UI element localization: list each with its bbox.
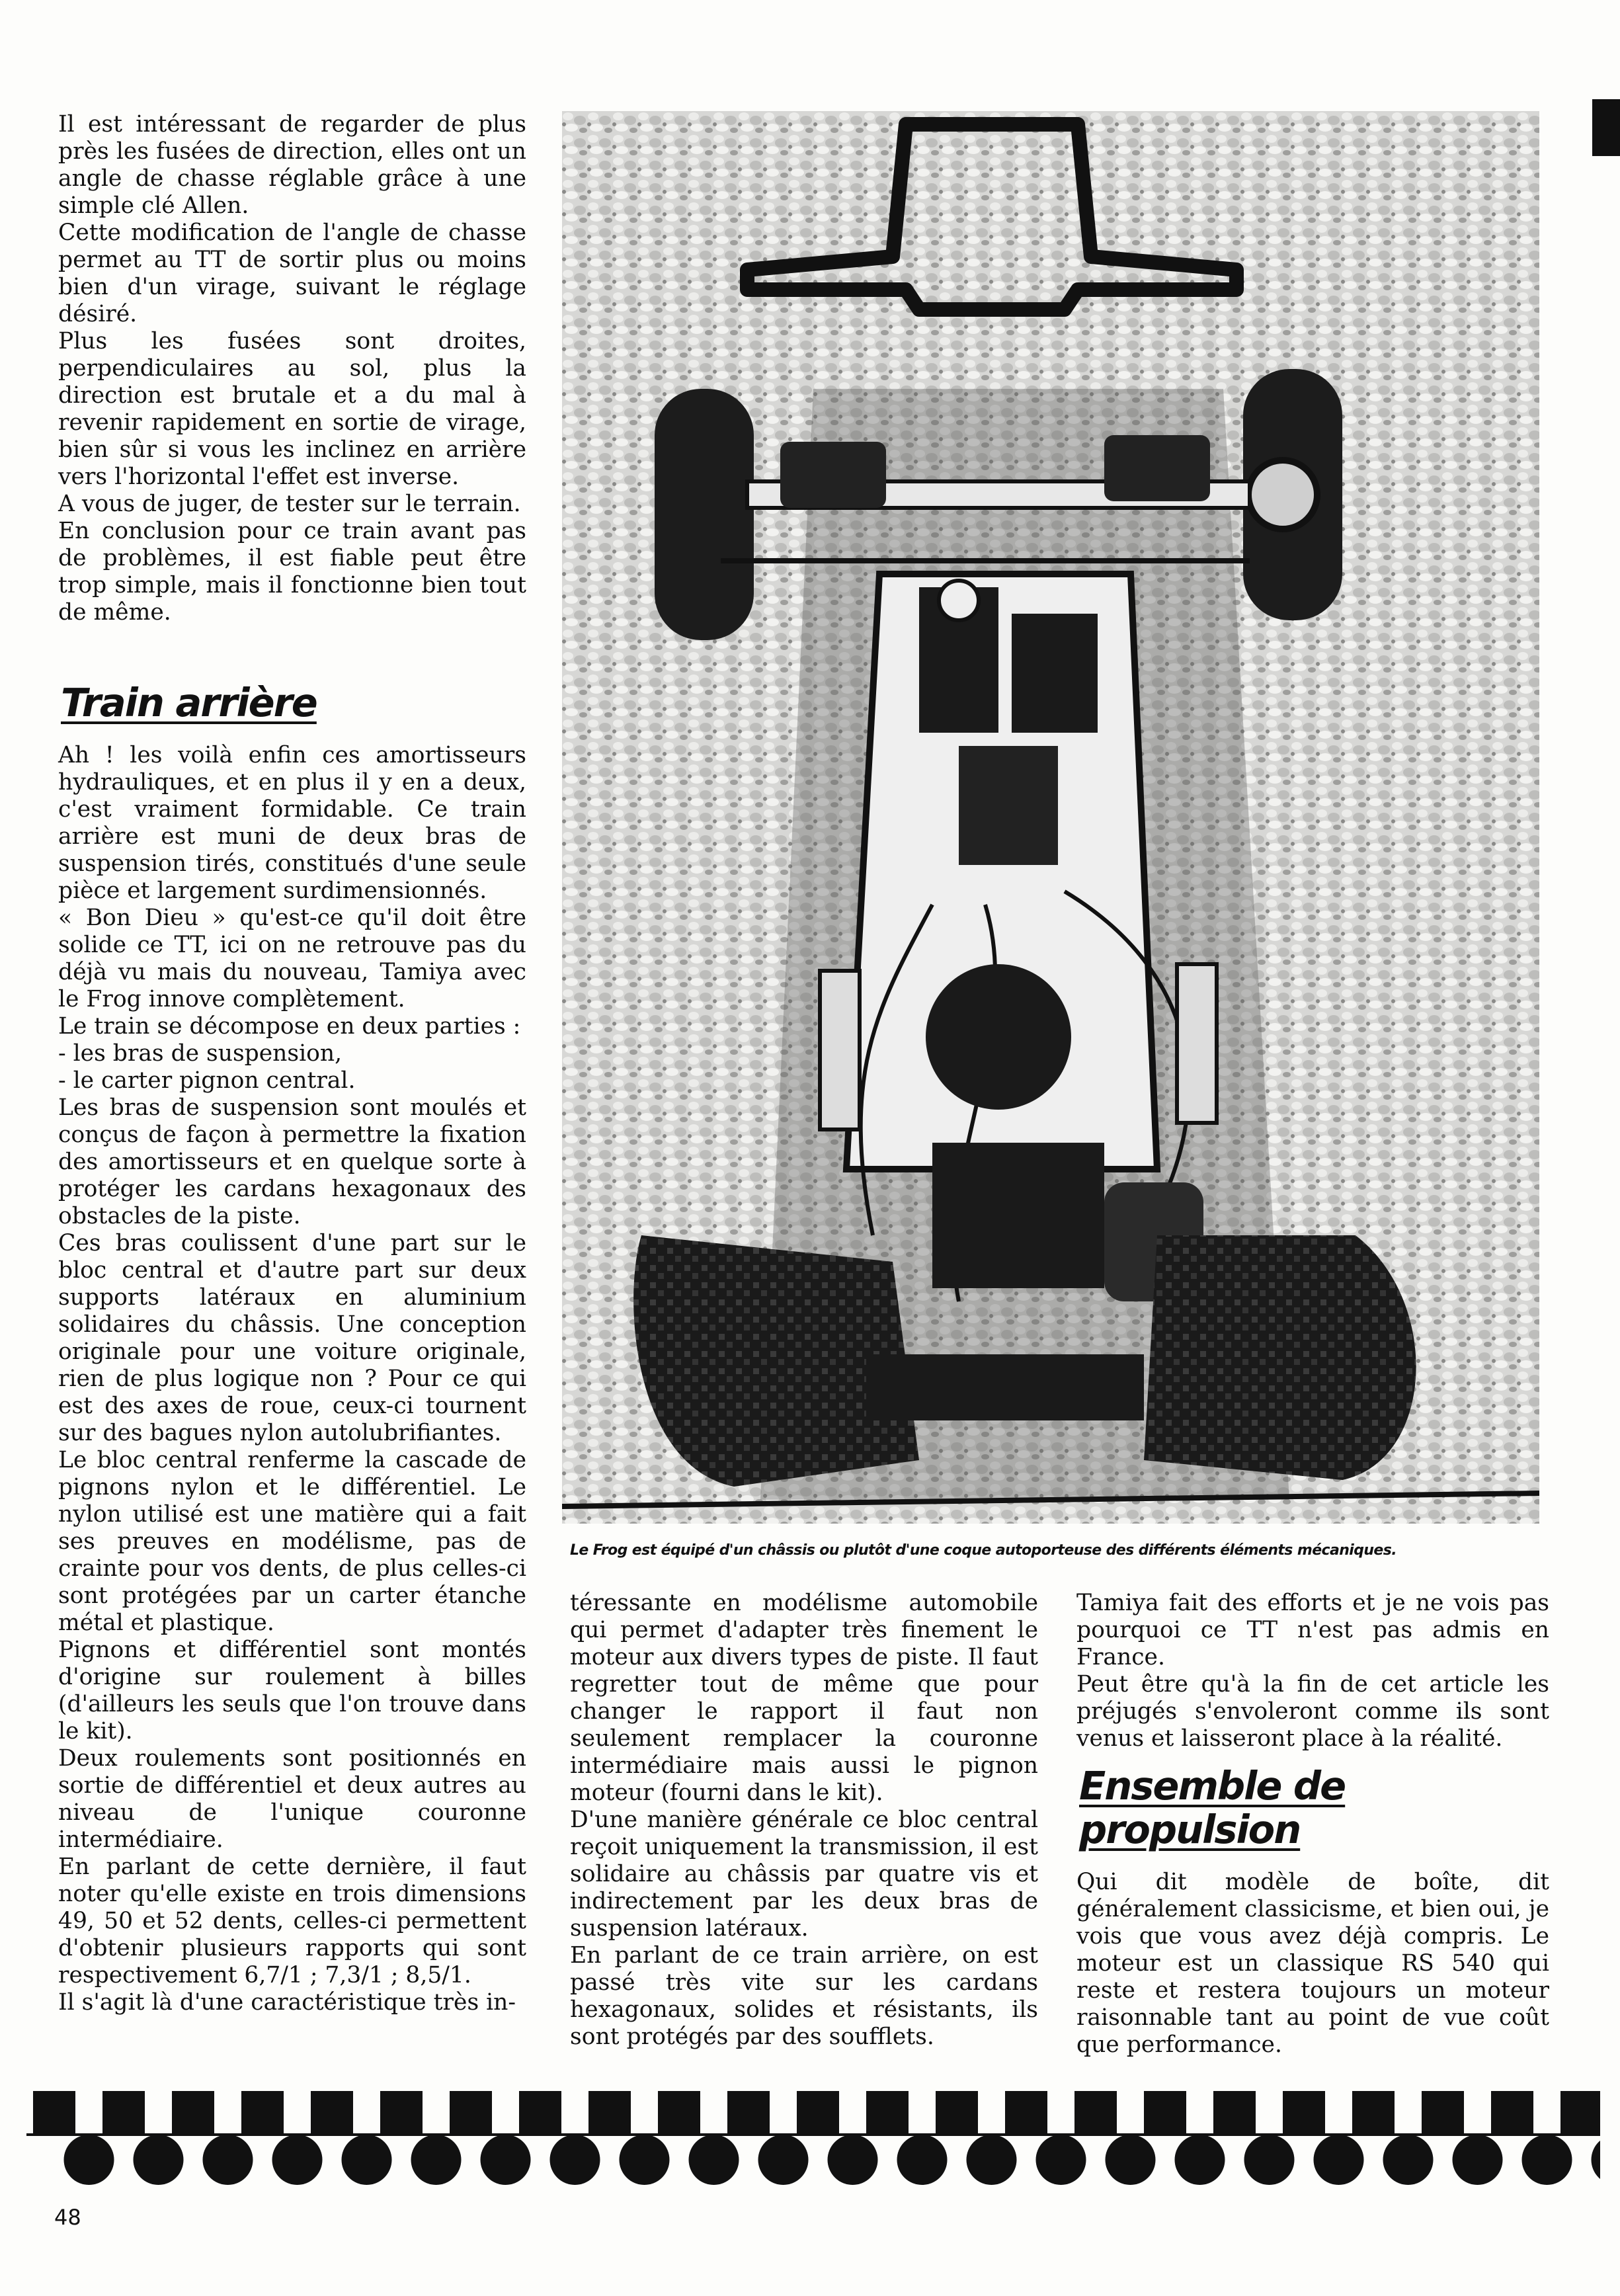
checker-dot	[1522, 2135, 1572, 2185]
checker-dot	[550, 2135, 600, 2185]
checker-square	[1491, 2091, 1533, 2133]
paragraph: Le bloc central renferme la cascade de pignons nylon et le différentiel. Le nylon utilisé est une matière qui a fait ses preuves en modélisme, pas de crainte pour vos dents, de plus celles-ci sont protégées par un carter étanche métal et plastique.	[58, 1447, 526, 1636]
checker-square	[311, 2091, 353, 2133]
checker-square	[1144, 2091, 1186, 2133]
checker-dot	[967, 2135, 1017, 2185]
paragraph: « Bon Dieu » qu'est-ce qu'il doit être solide ce TT, ici on ne retrouve pas du déjà vu mais du nouveau, Tamiya avec le Frog innove complètement.	[58, 905, 526, 1012]
checker-dot	[897, 2135, 948, 2185]
checker-square	[1352, 2091, 1395, 2133]
checker-dot	[1383, 2135, 1434, 2185]
checker-dot	[1453, 2135, 1503, 2185]
checker-dot	[1314, 2135, 1364, 2185]
checker-square	[241, 2091, 284, 2133]
paragraph: En conclusion pour ce train avant pas de problèmes, il est fiable peut être trop simple, mais il fonctionne bien tout de même.	[58, 518, 526, 626]
list-item: - le carter pignon central.	[58, 1067, 356, 1094]
paragraph: téressante en modélisme automobile qui permet d'adapter très finement le moteur aux divers types de piste. Il faut regretter tout de même que pour changer le rapport il faut non seulement remplacer la couronne intermédiaire mais aussi le pignon moteur (fourni dans le kit).	[570, 1590, 1038, 1806]
checker-dot	[134, 2135, 184, 2185]
photo-frog-chassis	[562, 111, 1539, 1524]
checker-square	[588, 2091, 631, 2133]
checker-dot	[620, 2135, 670, 2185]
paragraph: Les bras de suspension sont moulés et conçus de façon à permettre la fixation des amortisseurs et en quelque sorte à protéger les cardans hexagonaux des obstacles de la piste.	[58, 1094, 526, 1229]
paragraph: Il est intéressant de regarder de plus près les fusées de direction, elles ont un angle de chasse réglable grâce à une simple clé Allen.	[58, 111, 526, 219]
checker-square	[380, 2091, 423, 2133]
page-number: 48	[54, 2205, 81, 2230]
checker-square	[1422, 2091, 1464, 2133]
column-3	[1076, 1590, 1549, 1752]
checkered-flag-band	[26, 2088, 1600, 2189]
paragraph: Il s'agit là d'une caractéristique très in-	[58, 1989, 516, 2016]
edge-tab	[1592, 99, 1620, 156]
column-1-continued	[58, 742, 526, 2016]
checker-dot	[1244, 2135, 1295, 2185]
paragraph: Pignons et différentiel sont montés d'origine sur roulement à billes (d'ailleurs les seuls que l'on trouve dans le kit).	[58, 1637, 526, 1744]
section-heading-ensemble-de-propulsion: Ensemble de propulsion	[1079, 1763, 1346, 1852]
checker-dot	[203, 2135, 253, 2185]
checker-square	[519, 2091, 561, 2133]
checker-rule	[26, 2133, 1600, 2136]
chassis-illustration	[562, 111, 1539, 1524]
checker-dot	[411, 2135, 462, 2185]
checker-dot	[758, 2135, 809, 2185]
column-3-continued	[1076, 1869, 1549, 2059]
checker-square	[936, 2091, 978, 2133]
checker-square	[172, 2091, 214, 2133]
paragraph: En parlant de cette dernière, il faut noter qu'elle existe en trois dimensions 49, 50 et 52 dents, celles-ci permettent d'obtenir plusieurs rapports qui sont respectivement 6,7/1 ; 7,3/1 ; 8,5/1.	[58, 1854, 526, 1988]
checker-square	[797, 2091, 839, 2133]
paragraph: Cette modification de l'angle de chasse permet au TT de sortir plus ou moins bien d'un virage, suivant le réglage désiré.	[58, 220, 526, 327]
checker-dot	[828, 2135, 878, 2185]
checker-square	[102, 2091, 145, 2133]
paragraph: Ces bras coulissent d'une part sur le bloc central et d'autre part sur deux supports latéraux en aluminium solidaires du châssis. Une conception originale pour une voiture originale, rien de plus logique non ? Pour ce qui est des axes de roue, ceux-ci tournent sur des bagues nylon autolubrifiantes.	[58, 1230, 526, 1446]
checker-dot	[272, 2135, 323, 2185]
paragraph: Le train se décompose en deux parties :	[58, 1013, 521, 1040]
paragraph: Tamiya fait des efforts et je ne vois pas pourquoi ce TT n'est pas admis en France.	[1076, 1590, 1549, 1670]
checker-square	[33, 2091, 75, 2133]
column-1	[58, 111, 526, 626]
photo-caption: Le Frog est équipé d'un châssis ou plutôt d'une coque autoporteuse des différents éléments mécaniques.	[570, 1542, 1397, 1559]
paragraph: Ah ! les voilà enfin ces amortisseurs hydrauliques, et en plus il y en a deux, c'est vraiment formidable. Ce train arrière est muni de deux bras de suspension tirés, constitués d'une seule pièce et largement surdimensionnés.	[58, 742, 526, 904]
checker-square	[658, 2091, 700, 2133]
paragraph: Deux roulements sont positionnés en sortie de différentiel et deux autres au niveau de l'unique couronne intermédiaire.	[58, 1745, 526, 1853]
column-2	[570, 1590, 1038, 2051]
checker-square	[1560, 2091, 1600, 2133]
section-heading-train-arriere: Train arrière	[61, 680, 317, 725]
list-item: - les bras de suspension,	[58, 1040, 343, 1067]
checker-dot	[1106, 2135, 1156, 2185]
paragraph: Peut être qu'à la fin de cet article les préjugés s'envoleront comme ils sont venus et laisseront place à la réalité.	[1076, 1671, 1549, 1752]
checker-dot	[1036, 2135, 1086, 2185]
paragraph: A vous de juger, de tester sur le terrain.	[58, 491, 521, 517]
checker-dot	[689, 2135, 739, 2185]
checker-dot	[1592, 2135, 1601, 2185]
paragraph: Qui dit modèle de boîte, dit généralement classicisme, et bien oui, je vois que vous avez déjà compris. Le moteur est un classique RS 540 qui reste et restera toujours un moteur raisonnable tant au point de vue coût que performance.	[1076, 1869, 1549, 2058]
paragraph: En parlant de ce train arrière, on est passé très vite sur les cardans hexagonaux, solides et résistants, ils sont protégés par des soufflets.	[570, 1942, 1038, 2050]
paragraph: D'une manière générale ce bloc central reçoit uniquement la transmission, il est solidaire au châssis par quatre vis et indirectement par les deux bras de suspension latéraux.	[570, 1807, 1038, 1942]
checker-dot	[342, 2135, 392, 2185]
paragraph: Plus les fusées sont droites, perpendiculaires au sol, plus la direction est brutale et a du mal à revenir rapidement en sortie de virage, bien sûr si vous les inclinez en arrière vers l'horizontal l'effet est inverse.	[58, 328, 526, 490]
checker-square	[727, 2091, 770, 2133]
checker-square	[1283, 2091, 1325, 2133]
checker-square	[1005, 2091, 1047, 2133]
checker-dot	[1175, 2135, 1225, 2185]
checker-square	[450, 2091, 492, 2133]
checker-dot	[64, 2135, 114, 2185]
checker-dot	[481, 2135, 531, 2185]
checker-square	[1074, 2091, 1117, 2133]
checker-square	[866, 2091, 909, 2133]
checker-square	[1213, 2091, 1256, 2133]
